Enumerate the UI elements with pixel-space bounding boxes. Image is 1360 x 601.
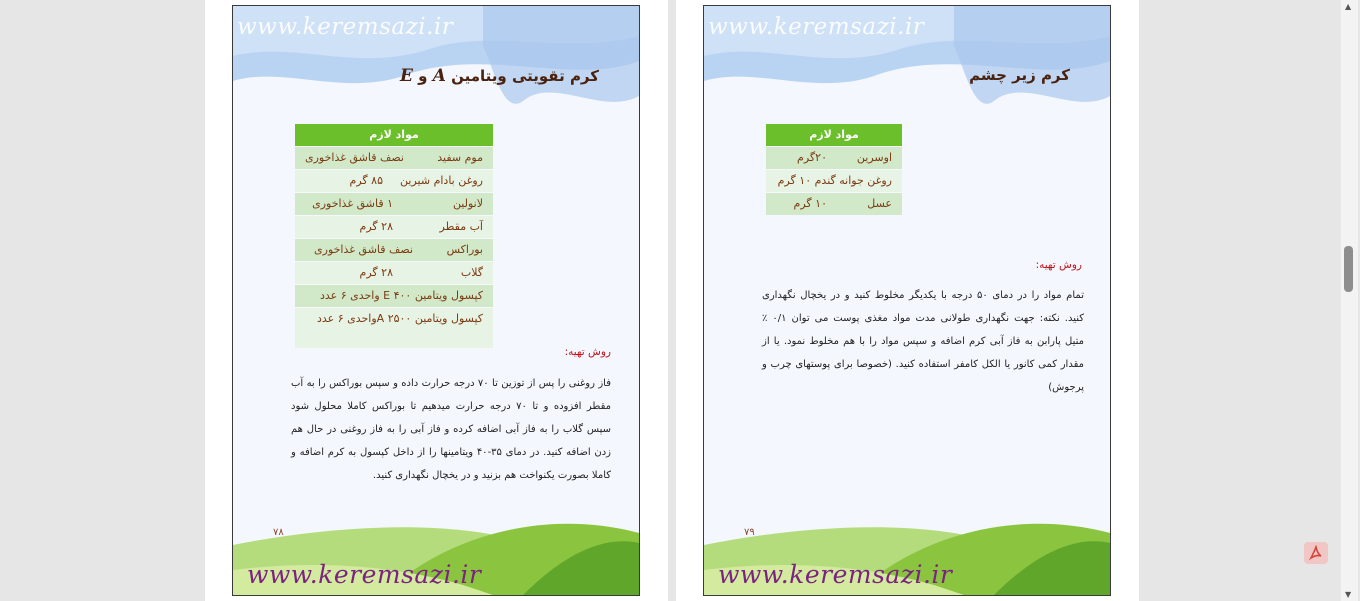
ingredient-amount: ۱۰ گرم — [793, 197, 827, 210]
ingredient-name: روغن جوانه گندم ۱۰ گرم — [777, 174, 892, 187]
title-text: کرم تقویتی ویتامین — [445, 67, 599, 85]
method-label-left: روش تهیه: — [564, 346, 611, 358]
table-row — [295, 193, 493, 215]
watermark-top-left: www.keremsazi.ir — [237, 14, 454, 40]
ingredient-name: کپسول ویتامین A ۲۵۰۰واحدی ۶ عدد — [316, 312, 483, 325]
vertical-scrollbar[interactable] — [1341, 0, 1358, 601]
ingredient-name: اوسرین — [856, 151, 892, 164]
table-row — [766, 170, 902, 192]
page-number-right: ۷۹ — [744, 527, 755, 538]
ingredient-amount: ۱ قاشق غذاخوری — [312, 197, 393, 210]
pdf-page-right — [676, 0, 1139, 601]
watermark-bottom-right: www.keremsazi.ir — [718, 560, 953, 589]
table-header: مواد لازم — [766, 124, 902, 146]
table-row — [766, 147, 902, 169]
ingredients-table-left — [295, 124, 493, 348]
table-row — [295, 262, 493, 284]
scroll-thumb[interactable] — [1344, 246, 1353, 292]
method-label-right: روش تهیه: — [1035, 259, 1082, 271]
ingredient-amount: نصف قاشق غذاخوری — [314, 243, 413, 256]
watermark-top-right: www.keremsazi.ir — [708, 14, 925, 40]
ingredient-name: موم سفید — [437, 151, 483, 164]
ingredient-name: کپسول ویتامین E ۴۰۰ واحدی ۶ عدد — [319, 289, 483, 302]
page-canvas-left — [232, 5, 640, 596]
recipe-title-right: کرم زیر چشم — [969, 66, 1070, 84]
scroll-up-icon[interactable]: ▲ — [1345, 2, 1352, 11]
pdf-page-left — [205, 0, 668, 601]
ingredient-amount: ۸۵ گرم — [349, 174, 383, 187]
ingredient-name: بوراکس — [446, 243, 483, 256]
page-canvas-right — [703, 5, 1111, 596]
title-conj: و — [412, 67, 433, 85]
acrobat-icon[interactable] — [1304, 542, 1328, 564]
ingredient-name: گلاب — [460, 266, 483, 279]
ingredient-amount: نصف قاشق غذاخوری — [305, 151, 404, 164]
ingredient-name: روغن بادام شیرین — [400, 174, 483, 187]
table-row — [295, 239, 493, 261]
page-number-left: ۷۸ — [273, 527, 284, 538]
method-text-left: فاز روغنی را پس از توزین تا ۷۰ درجه حرارت داده و سپس بوراکس را به آب مقطر افزوده و تا ۷۰ درجه حرارت میدهیم تا بوراکس کاملا محلول شود سپس گلاب را به فاز آبی اضافه کرده و فاز آبی را به فاز روغنی در حال هم زدن اضافه کنید. در دمای ۳۵-۴۰ ویتامینها را از داخل کپسول به کرم اضافه و کاملا بصورت یکنواخت هم بزنید و در یخچال نگهداری کنید. — [291, 378, 612, 481]
ingredients-table-right — [766, 124, 902, 215]
ingredient-name: عسل — [867, 197, 892, 210]
ingredient-amount: ۲۰گرم — [797, 151, 827, 164]
table-header: مواد لازم — [295, 124, 493, 146]
table-row — [295, 147, 493, 169]
ingredient-name: آب مقطر — [439, 220, 483, 233]
ingredient-amount: ۲۸ گرم — [359, 220, 393, 233]
scroll-down-icon[interactable]: ▼ — [1345, 590, 1352, 599]
ingredient-amount: ۲۸ گرم — [359, 266, 393, 279]
watermark-bottom-left: www.keremsazi.ir — [247, 560, 482, 589]
recipe-title-left — [400, 66, 599, 86]
table-row — [766, 193, 902, 215]
ingredient-name: لانولین — [452, 197, 483, 210]
title-latin-a: A — [432, 66, 446, 86]
title-latin-e: E — [399, 66, 413, 86]
method-text-right: تمام مواد را در دمای ۵۰ درجه با یکدیگر مخلوط کنید و در یخچال نگهداری کنید. نکته: جهت نگهداری طولانی مدت مواد مغذی پوست می توان ۰/۱ ٪ متیل پارابن به فاز آبی کرم اضافه و سپس مواد را با هم مخلوط نمود. یا از مقدار کمی کانور یا الکل کامفر استفاده کنید. (خصوصا برای پوستهای چرب و پرجوش) — [762, 290, 1084, 393]
table-row — [295, 308, 493, 348]
table-row — [295, 285, 493, 307]
table-row — [295, 170, 493, 192]
table-row — [295, 216, 493, 238]
